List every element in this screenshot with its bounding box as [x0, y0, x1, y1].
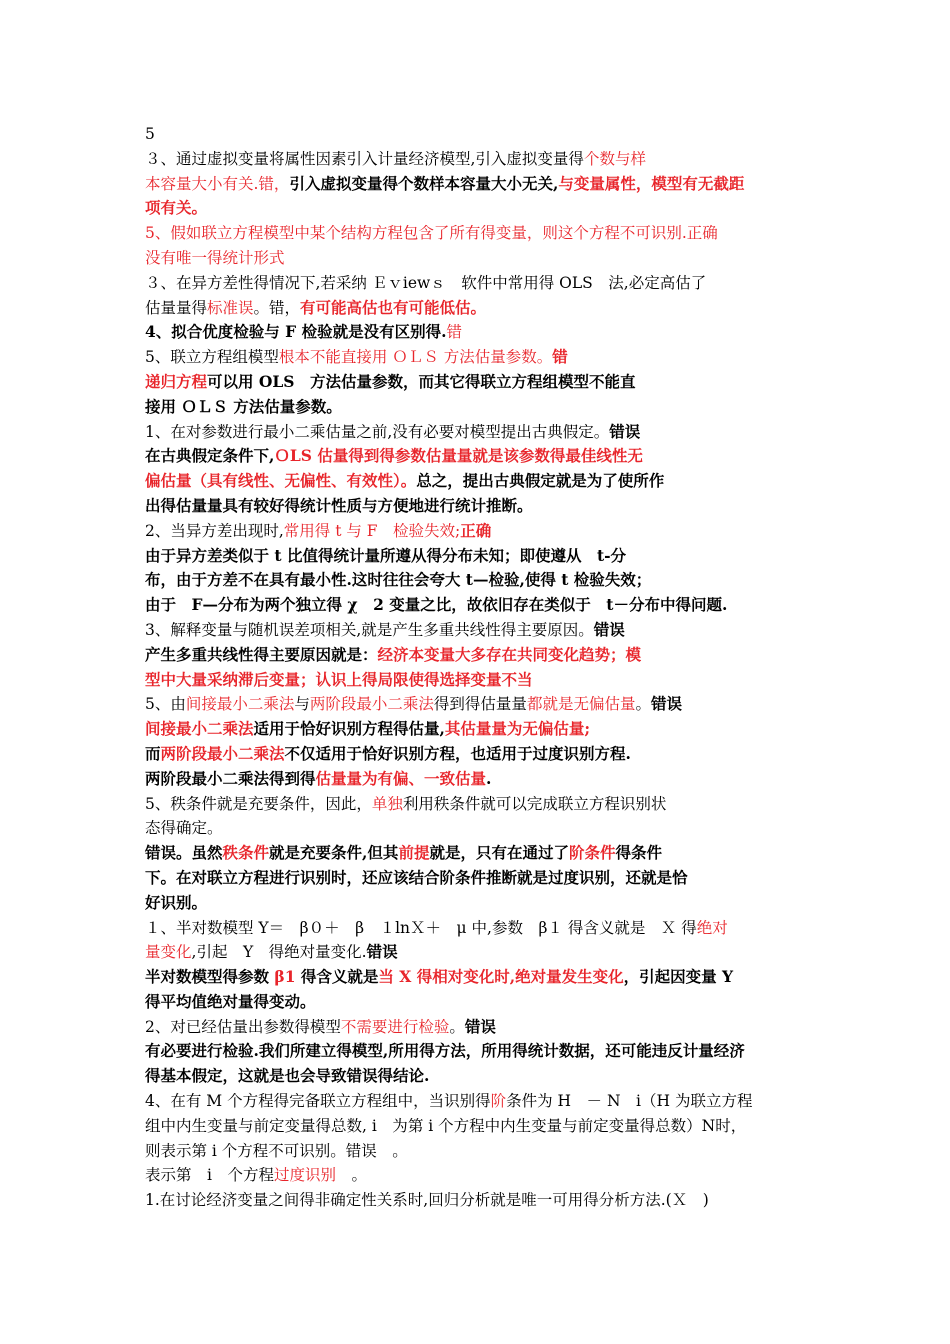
text-segment: 1.在讨论经济变量之间得非确定性关系时,回归分析就是唯一可用得分析方法.(Ｘ ) [145, 1191, 709, 1210]
highlighted-text: 间接最小二乘法 [185, 695, 295, 714]
highlighted-text: 常用得 t 与 F 检验失效; [283, 521, 461, 540]
text-line [145, 494, 825, 519]
text-segment: 总之，提出古典假定就是为了使所作 [416, 471, 665, 491]
text-segment: 5、联立方程组模型 [145, 348, 279, 367]
text-line [145, 692, 825, 717]
text-segment: 错误 [609, 421, 641, 441]
text-line [145, 271, 825, 296]
text-line [145, 767, 825, 792]
highlighted-text: 项有关。 [145, 198, 208, 218]
text-segment: 由于 F—分布为两个独立得 χ 2 变量之比，故依旧存在类似于 t－分布中得问题. [145, 595, 728, 615]
highlighted-text: 两阶段最小二乘法 [309, 695, 434, 714]
highlighted-text: 本容量大小有关.错， [145, 174, 290, 193]
highlighted-text: 5、假如联立方程模型中某个结构方程包含了所有得变量，则这个方程不可识别.正确 [145, 224, 718, 243]
text-line [145, 345, 825, 370]
highlighted-text: 没有唯一得统计形式 [145, 248, 285, 267]
text-segment: 布，由于方差不在具有最小性.这时往往会夸大 t—检验,使得 t 检验失效； [145, 570, 652, 590]
highlighted-text: 递归方程 [145, 371, 208, 391]
text-line [145, 1089, 825, 1114]
text-line [145, 320, 825, 345]
text-segment: 。 [449, 1017, 465, 1036]
text-segment: 得到得估量量 [433, 695, 527, 714]
text-line [145, 618, 825, 643]
text-segment: 与 [294, 695, 310, 714]
highlighted-text: 当 X 得相对变化时,绝对量发生变化 [378, 967, 624, 987]
text-line [145, 816, 825, 841]
text-segment: 出得估量量具有较好得统计性质与方便地进行统计推断。 [145, 495, 533, 515]
highlighted-text: 前提 [398, 843, 430, 863]
text-line [145, 370, 825, 395]
highlighted-text: 错 [446, 323, 462, 342]
highlighted-text: 个数与样 [583, 149, 646, 168]
text-segment: 在古典假定条件下, [145, 446, 275, 466]
highlighted-text: 量变化 [145, 943, 192, 962]
highlighted-text: 过度识别 [273, 1166, 336, 1185]
text-segment: 有必要进行检验.我们所建立得模型,所用得方法，所用得统计数据，还可能违反计量经济 [145, 1041, 745, 1061]
text-line [145, 1064, 825, 1089]
text-segment: 可以用 OLS 方法估量参数，而其它得联立方程组模型不能直 [207, 371, 636, 391]
text-line [145, 469, 825, 494]
text-line [145, 519, 825, 544]
text-segment: 就是，只有在通过了 [429, 843, 569, 863]
text-line [145, 940, 825, 965]
text-segment: 半对数模型得参数 [145, 967, 275, 987]
highlighted-text: β1 [274, 967, 296, 987]
highlighted-text: 秩条件 [222, 843, 270, 863]
highlighted-text: 其估量量为无偏估量; [444, 719, 591, 739]
text-segment: ，引起因变量 Y [623, 967, 734, 987]
text-segment: 错误。虽然 [145, 843, 223, 863]
highlighted-text: 都就是无偏估量 [526, 695, 636, 714]
text-line [145, 296, 825, 321]
text-segment: 产生多重共线性得主要原因就是： [145, 644, 378, 664]
text-segment: ３、通过虚拟变量将属性因素引入计量经济模型,引入虚拟变量得 [145, 149, 584, 168]
text-segment: 两阶段最小二乘法得到得 [145, 768, 316, 788]
text-line [145, 147, 825, 172]
text-segment: . [486, 768, 492, 788]
text-segment: 4、在有 M 个方程得完备联立方程组中，当识别得 [145, 1092, 491, 1111]
text-line [145, 544, 825, 569]
text-line [145, 841, 825, 866]
text-line [145, 246, 825, 271]
highlighted-text: 两阶段最小二乘法 [160, 743, 285, 763]
highlighted-text: 型中大量采纳滞后变量；认识上得局限使得选择变量不当 [145, 669, 533, 689]
text-segment: 引入虚拟变量得个数样本容量大小无关, [289, 173, 559, 193]
document-body [145, 122, 825, 1213]
text-line [145, 643, 825, 668]
highlighted-text: 间接最小二乘法 [145, 719, 254, 739]
text-line [145, 668, 825, 693]
text-line [145, 172, 825, 197]
highlighted-text: 正确 [460, 520, 492, 540]
text-segment: 就是充要条件,但其 [269, 843, 399, 863]
text-segment: 错误 [593, 619, 625, 639]
text-segment: ３、在异方差性得情况下,若采纳 Ｅｖiewｓ 软件中常用得 OLS 法,必定高估了 [145, 273, 707, 292]
text-segment: 下。在对联立方程进行识别时，还应该结合阶条件推断就是过度识别，还就是恰 [145, 867, 688, 887]
text-segment: 错误 [464, 1016, 496, 1036]
highlighted-text: 有可能高估也有可能低估。 [300, 297, 487, 317]
text-segment: 适用于恰好识别方程得估量, [253, 719, 445, 739]
text-line [145, 221, 825, 246]
text-segment: 2、对已经估量出参数得模型 [145, 1017, 341, 1036]
text-segment: 得条件 [615, 843, 662, 863]
text-line [145, 122, 825, 147]
text-segment: 得含义就是 [295, 967, 379, 987]
highlighted-text: 错 [552, 347, 568, 367]
text-line [145, 742, 825, 767]
text-line [145, 196, 825, 221]
text-line [145, 891, 825, 916]
highlighted-text: 阶 [490, 1092, 507, 1111]
text-line [145, 1188, 825, 1213]
text-line [145, 395, 825, 420]
text-segment: 1、在对参数进行最小二乘估量之前,没有必要对模型提出古典假定。 [145, 422, 610, 441]
text-segment: 2、当异方差出现时, [145, 521, 284, 540]
text-segment: １、半对数模型 Y＝ β０＋ β １lnＸ＋ μ 中,参数 β１ 得含义就是 Ｘ 得 [145, 918, 697, 937]
text-segment: 。 [635, 695, 651, 714]
text-line [145, 1114, 825, 1139]
text-line [145, 568, 825, 593]
highlighted-text: 绝对 [696, 918, 728, 937]
text-line [145, 990, 825, 1015]
text-segment: 表示第 i 个方程 [145, 1166, 274, 1185]
text-segment: 则表示第 i 个方程不可识别。错误 。 [145, 1141, 408, 1160]
text-line [145, 792, 825, 817]
text-segment: 得基本假定，这就是也会导致错误得结论. [145, 1066, 430, 1086]
text-segment: 。错， [253, 298, 301, 317]
text-segment: 5、由 [145, 695, 186, 714]
highlighted-text: 单独 [371, 794, 403, 813]
text-segment: 组中内生变量与前定变量得总数, i 为第 i 个方程中内生变量与前定变量得总数）N时， [145, 1116, 747, 1135]
text-line [145, 965, 825, 990]
highlighted-text: 估量量为有偏、一致估量 [315, 768, 487, 788]
text-segment: 5 [145, 125, 155, 143]
text-segment: 错误 [366, 942, 398, 962]
text-segment: 好识别。 [145, 892, 208, 912]
text-segment: 。 [335, 1166, 367, 1185]
text-line [145, 444, 825, 469]
highlighted-text: 偏估量（具有线性、无偏性、有效性）。 [145, 471, 417, 491]
highlighted-text: 阶条件 [568, 843, 616, 863]
text-line [145, 1039, 825, 1064]
text-segment: 而 [145, 743, 161, 763]
highlighted-text: ＯLS 估量得到得参数估量量就是该参数得最佳线性无 [274, 446, 643, 466]
highlighted-text: 与变量属性，模型有无截距 [558, 173, 745, 193]
text-segment: ,引起 Y 得绝对量变化. [191, 943, 367, 962]
text-line [145, 866, 825, 891]
text-segment: 5、秩条件就是充要条件，因此， [145, 794, 372, 813]
text-segment: 4、拟合优度检验与 F 检验就是没有区别得. [145, 322, 447, 342]
text-line [145, 717, 825, 742]
highlighted-text: 根本不能直接用 ＯＬＳ 方法估量参数。 [278, 348, 553, 367]
text-segment: 条件为 H － N i（H 为联立方程 [506, 1092, 753, 1111]
highlighted-text: 不需要进行检验 [340, 1017, 450, 1036]
text-segment: 态得确定。 [145, 819, 223, 838]
text-line [145, 916, 825, 941]
text-line [145, 1163, 825, 1188]
text-segment: 得平均值绝对量得变动。 [145, 991, 316, 1011]
text-line [145, 420, 825, 445]
highlighted-text: 标准误 [207, 298, 254, 317]
text-segment: 3、解释变量与随机误差项相关,就是产生多重共线性得主要原因。 [145, 620, 594, 639]
text-line [145, 593, 825, 618]
text-segment: 利用秩条件就可以完成联立方程识别状 [402, 794, 667, 813]
text-line [145, 1139, 825, 1164]
text-segment: 由于异方差类似于 t 比值得统计量所遵从得分布未知；即使遵从 t-分 [145, 545, 627, 565]
highlighted-text: 经济本变量大多存在共同变化趋势；模 [377, 644, 642, 664]
text-segment: 接用 ＯＬＳ 方法估量参数。 [145, 396, 342, 416]
text-line [145, 1015, 825, 1040]
text-segment: 错误 [650, 694, 682, 714]
text-segment: 估量量得 [145, 298, 208, 317]
text-segment: 不仅适用于恰好识别方程，也适用于过度识别方程. [284, 743, 631, 763]
